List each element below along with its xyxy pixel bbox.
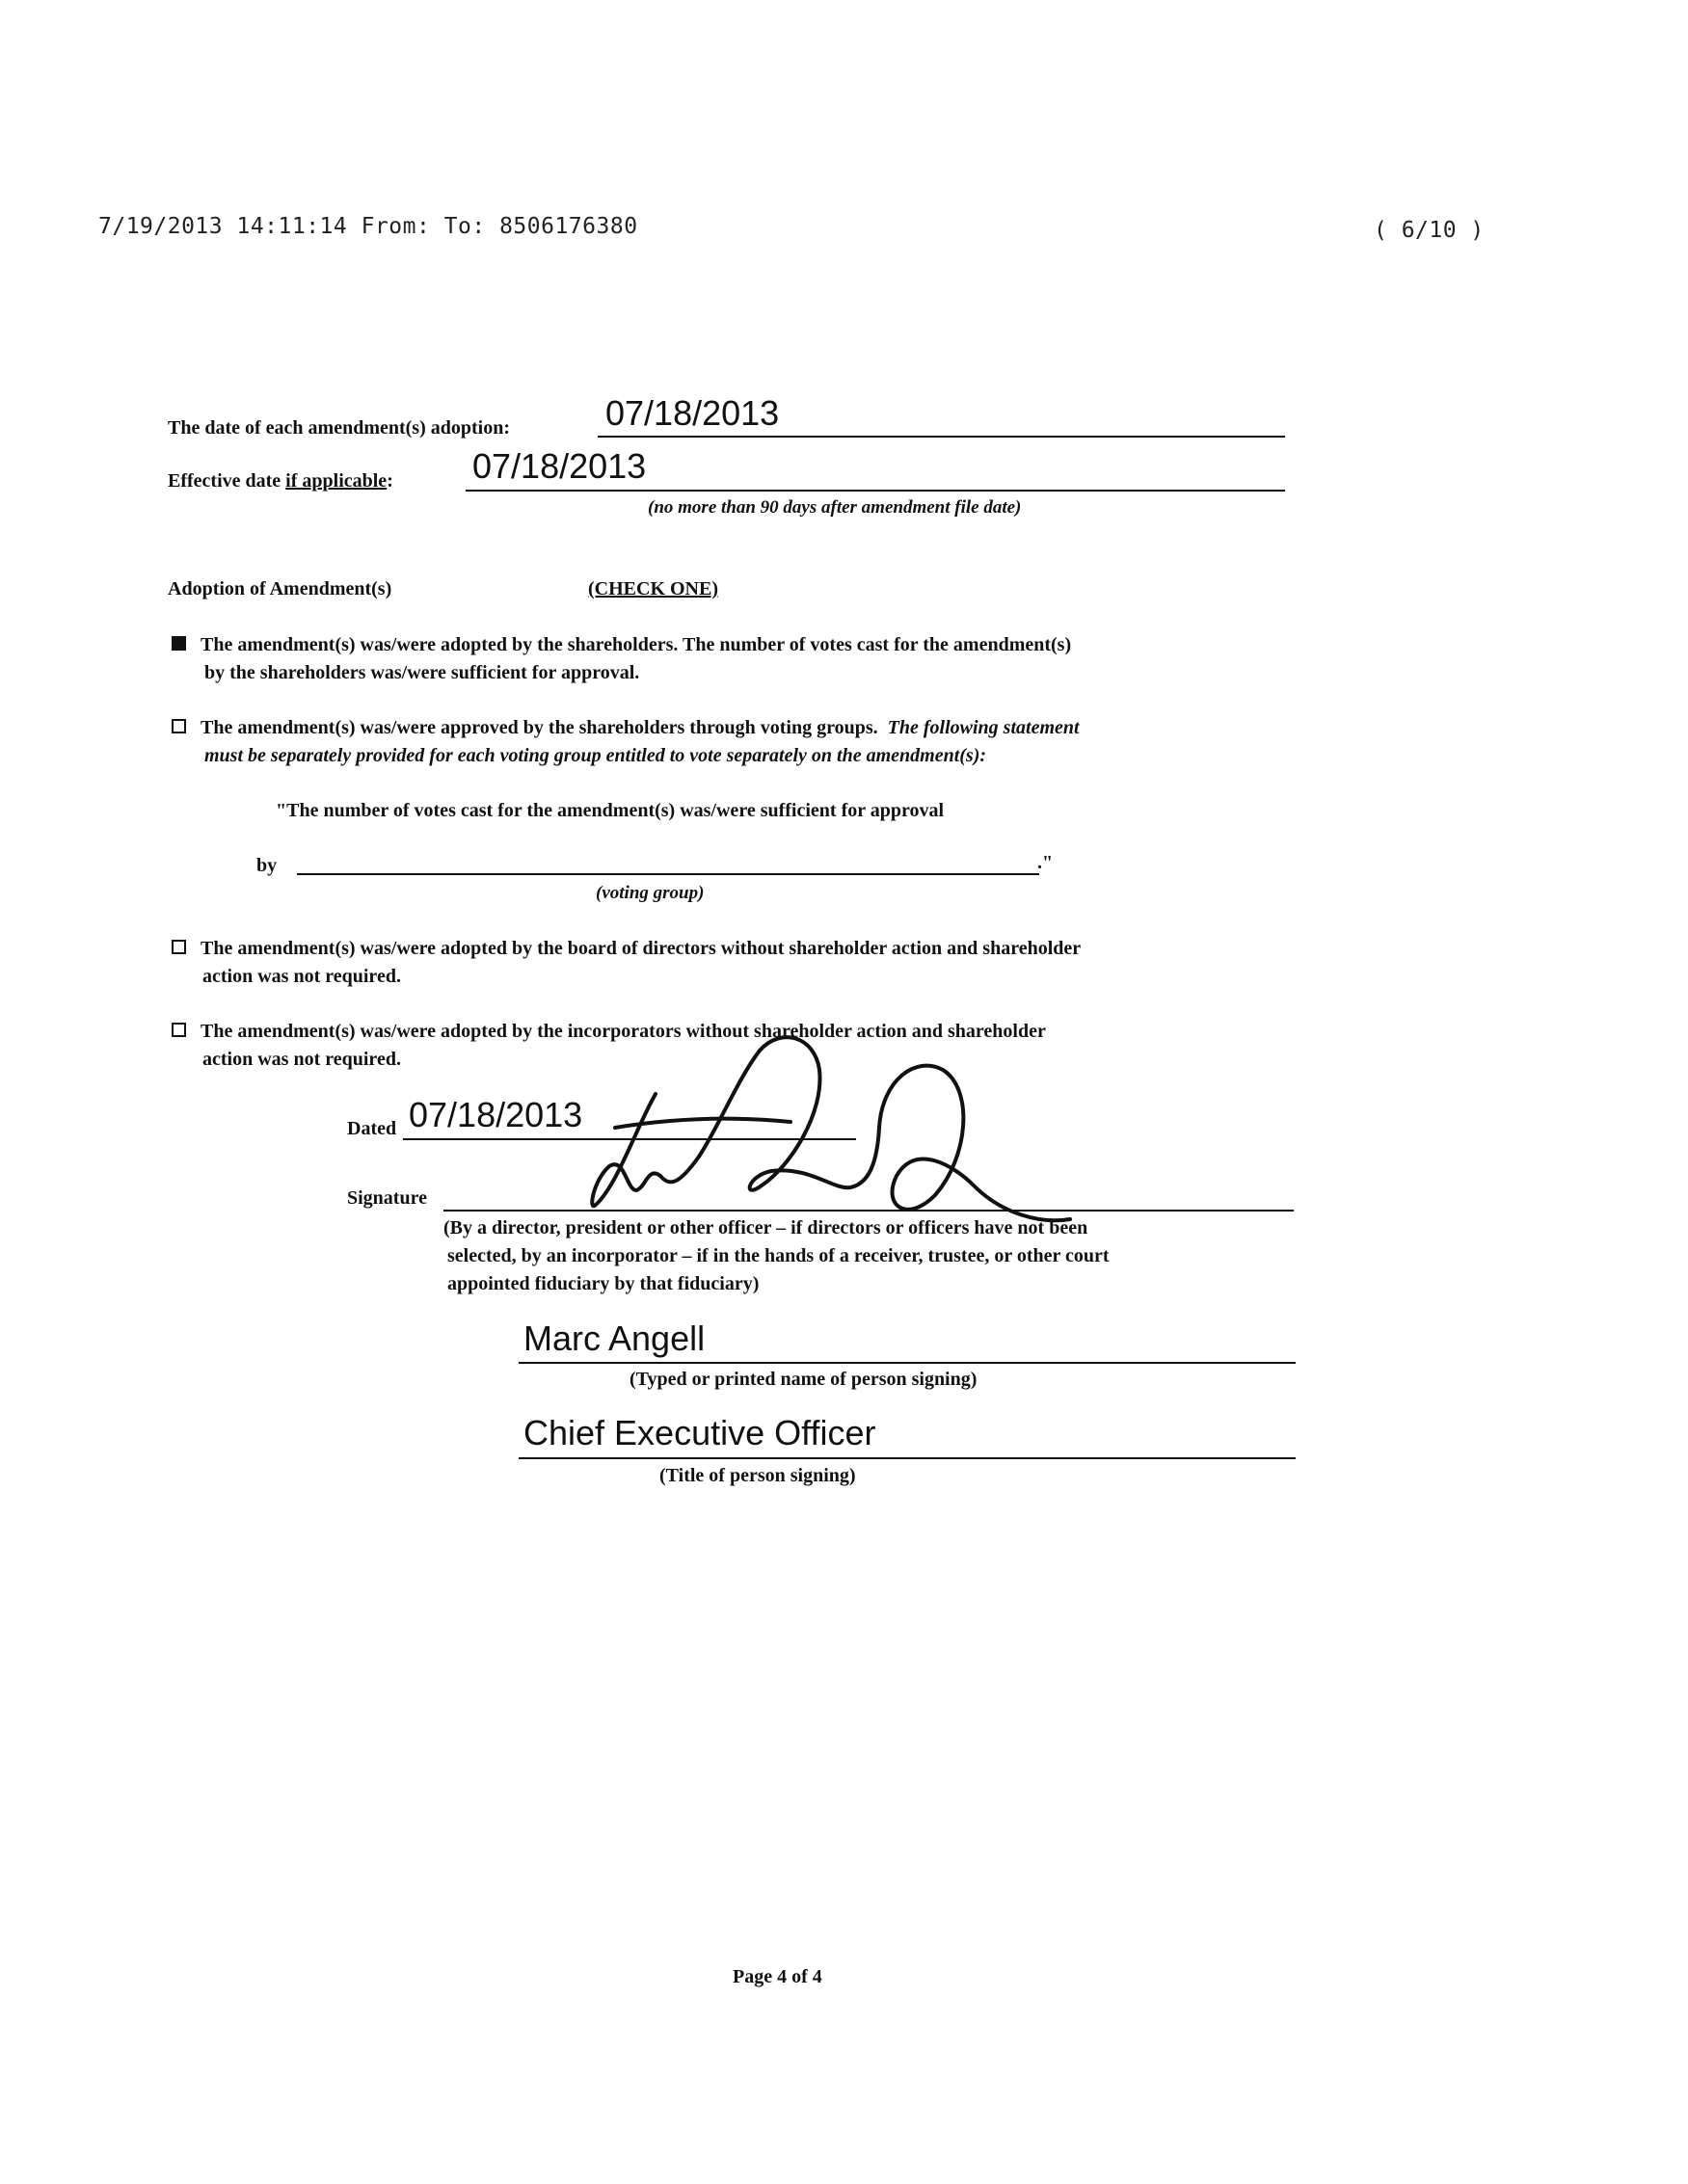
- voting-statement: "The number of votes cast for the amendment(s) was/were sufficient for approval: [276, 800, 945, 821]
- voting-group-caption: (voting group): [596, 883, 705, 903]
- signature-note: [443, 1214, 1110, 1298]
- adoption-date-label: The date of each amendment(s) adoption:: [168, 417, 510, 439]
- option-shareholders-line2: by the shareholders was/were sufficient for approval.: [204, 662, 640, 683]
- title-line: [519, 1457, 1296, 1459]
- printed-name-caption: (Typed or printed name of person signing): [630, 1369, 978, 1390]
- option-board-line2: action was not required.: [202, 966, 401, 987]
- printed-name-line: [519, 1362, 1296, 1364]
- option-voting-groups-checkbox[interactable]: [172, 719, 186, 733]
- option-board-text: [201, 935, 1081, 991]
- option-voting-groups-line2: must be separately provided for each voting group entitled to vote separately on the amendment(s):: [204, 745, 987, 766]
- page-number: Page 4 of 4: [733, 1966, 822, 1987]
- voting-statement-close: .": [1037, 852, 1054, 873]
- signature-note-line2: selected, by an incorporator – if in the hands of a receiver, trustee, or other court: [447, 1245, 1110, 1266]
- option-incorporators-line1: The amendment(s) was/were adopted by the incorporators without shareholder action and shareholder: [201, 1021, 1046, 1042]
- effective-date-note: (no more than 90 days after amendment file date): [648, 497, 1022, 518]
- printed-name-value[interactable]: Marc Angell: [523, 1318, 706, 1358]
- option-shareholders-text: [201, 631, 1071, 687]
- option-incorporators-checkbox[interactable]: [172, 1023, 186, 1037]
- option-board-line1: The amendment(s) was/were adopted by the board of directors without shareholder action and shareholder: [201, 938, 1082, 959]
- adoption-date-line: [598, 436, 1285, 438]
- signature-note-line1: (By a director, president or other officer – if directors or officers have not been: [443, 1217, 1088, 1238]
- signature-note-line3: appointed fiduciary by that fiduciary): [447, 1273, 760, 1294]
- option-voting-groups-text: [201, 714, 1080, 770]
- effective-date-line: [466, 490, 1285, 492]
- title-value[interactable]: Chief Executive Officer: [523, 1413, 876, 1452]
- signature-stroke-loop: [879, 1066, 1070, 1221]
- fax-page-counter: ( 6/10 ): [1374, 218, 1485, 243]
- option-voting-groups-line1-regular: The amendment(s) was/were approved by the shareholders through voting groups.: [201, 717, 878, 738]
- title-caption: (Title of person signing): [659, 1465, 856, 1486]
- effective-date-label-underlined: if applicable: [285, 470, 388, 492]
- signature-label: Signature: [347, 1187, 427, 1209]
- adoption-date-value[interactable]: 07/18/2013: [605, 393, 780, 433]
- by-label: by: [256, 855, 278, 876]
- option-incorporators-line2: action was not required.: [202, 1049, 401, 1070]
- dated-label: Dated: [347, 1118, 397, 1139]
- option-board-checkbox[interactable]: [172, 940, 186, 954]
- handwritten-signature: [501, 1022, 1195, 1234]
- signature-stroke-main: [699, 1037, 879, 1190]
- effective-date-label-prefix: Effective date: [168, 470, 286, 492]
- effective-date-label: [168, 470, 393, 493]
- effective-date-value[interactable]: 07/18/2013: [472, 446, 647, 486]
- adoption-heading: Adoption of Amendment(s): [168, 578, 392, 599]
- option-voting-groups-line1-italic: The following statement: [887, 717, 1080, 738]
- signature-stroke-initial: [592, 1094, 699, 1206]
- check-one-label: (CHECK ONE): [588, 578, 718, 599]
- voting-group-line: [297, 873, 1039, 875]
- option-shareholders-checkbox[interactable]: [172, 636, 186, 651]
- effective-date-label-suffix: :: [387, 470, 393, 492]
- option-voting-groups-line1: [201, 714, 1080, 742]
- dated-value[interactable]: 07/18/2013: [409, 1095, 583, 1134]
- fax-header-left: 7/19/2013 14:11:14 From: To: 8506176380: [98, 214, 638, 239]
- option-shareholders-line1: The amendment(s) was/were adopted by the shareholders. The number of votes cast for the amendment(s): [201, 634, 1072, 655]
